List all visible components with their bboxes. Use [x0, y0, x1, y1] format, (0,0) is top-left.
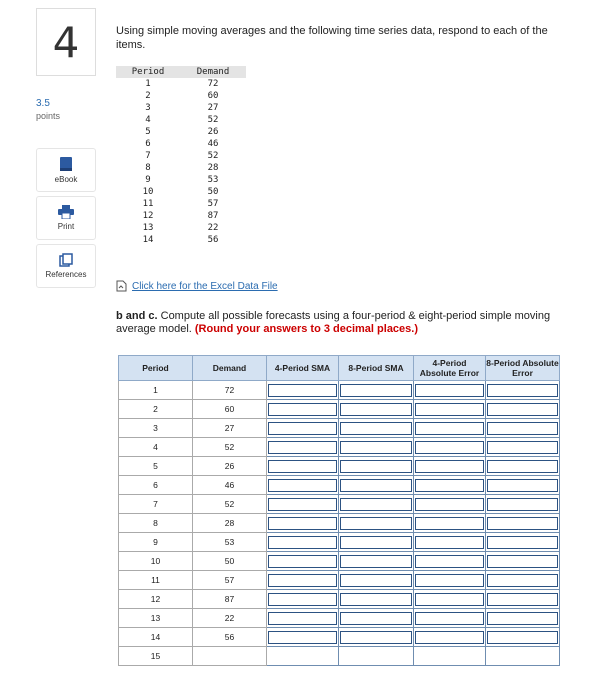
points-value: 3.5 — [36, 98, 50, 109]
period-cell: 2 — [119, 400, 193, 419]
demand-cell: 53 — [193, 533, 267, 552]
table-row — [119, 495, 560, 514]
demand-cell: 53 — [207, 175, 219, 185]
abs-error4-input[interactable] — [415, 631, 484, 644]
abs-error8-input[interactable] — [487, 612, 558, 625]
sma4-cell — [267, 647, 339, 666]
abs-error8-cell — [486, 381, 560, 400]
demand-cell: 52 — [193, 495, 267, 514]
sma8-cell — [339, 438, 414, 457]
demand-cell: 46 — [207, 139, 219, 149]
demand-cell: 26 — [193, 457, 267, 476]
sma4-input[interactable] — [268, 441, 337, 454]
abs-error4-cell — [414, 609, 486, 628]
rounding-note: (Round your answers to 3 decimal places.) — [194, 323, 419, 335]
demand-cell: 52 — [207, 115, 219, 125]
period-cell: 9 — [145, 175, 151, 185]
demand-cell: 22 — [207, 223, 219, 233]
abs-error4-input[interactable] — [415, 612, 484, 625]
sma4-cell — [267, 419, 339, 438]
abs-error8-cell — [486, 533, 560, 552]
column-header-8-period-abs-error: 8-Period Absolute Error — [486, 356, 560, 381]
abs-error8-input[interactable] — [487, 517, 558, 530]
instructions — [116, 310, 566, 336]
excel-data-file-link[interactable]: Click here for the Excel Data File — [132, 280, 278, 292]
column-header-4-period-abs-error: 4-Period Absolute Error — [414, 356, 486, 381]
period-cell: 9 — [119, 533, 193, 552]
period-cell: 2 — [145, 91, 151, 101]
sma8-cell — [339, 628, 414, 647]
abs-error8-cell — [486, 438, 560, 457]
period-cell: 7 — [145, 151, 151, 161]
demand-cell: 87 — [193, 590, 267, 609]
sma4-cell — [267, 476, 339, 495]
sma8-cell — [339, 590, 414, 609]
sma4-input[interactable] — [268, 612, 337, 625]
table-row — [119, 571, 560, 590]
sma8-input[interactable] — [340, 536, 412, 549]
sma8-input[interactable] — [340, 479, 412, 492]
period-cell: 8 — [119, 514, 193, 533]
sma8-cell — [339, 571, 414, 590]
sma8-cell — [339, 400, 414, 419]
demand-cell: 56 — [207, 235, 219, 245]
sma4-cell — [267, 552, 339, 571]
abs-error4-cell — [414, 533, 486, 552]
period-cell: 12 — [119, 590, 193, 609]
table-row — [116, 126, 246, 138]
sma8-input[interactable] — [340, 441, 412, 454]
sma4-input[interactable] — [268, 574, 337, 587]
period-cell: 3 — [145, 103, 151, 113]
demand-cell: 28 — [207, 163, 219, 173]
demand-cell: 52 — [193, 438, 267, 457]
column-header: Period — [116, 66, 180, 78]
instructions-prefix: b and c. — [116, 310, 158, 322]
period-cell: 13 — [119, 609, 193, 628]
period-cell: 1 — [145, 79, 151, 89]
sma4-input[interactable] — [268, 555, 337, 568]
sma8-input[interactable] — [340, 460, 412, 473]
table-row — [119, 457, 560, 476]
abs-error4-input[interactable] — [415, 479, 484, 492]
abs-error8-input[interactable] — [487, 631, 558, 644]
table-row — [116, 162, 246, 174]
abs-error4-cell — [414, 552, 486, 571]
abs-error4-cell — [414, 628, 486, 647]
column-header-8-period-sma: 8-Period SMA — [339, 356, 414, 381]
table-row — [116, 198, 246, 210]
sma8-input[interactable] — [340, 574, 412, 587]
abs-error4-input[interactable] — [415, 574, 484, 587]
abs-error8-cell — [486, 590, 560, 609]
table-row — [116, 138, 246, 150]
sma8-input[interactable] — [340, 422, 412, 435]
references-icon — [59, 253, 73, 267]
abs-error4-cell — [414, 476, 486, 495]
abs-error8-cell — [486, 495, 560, 514]
print-label: Print — [57, 222, 75, 231]
table-row — [116, 114, 246, 126]
period-cell: 15 — [119, 647, 193, 666]
demand-cell: 27 — [193, 419, 267, 438]
table-row — [119, 381, 560, 400]
table-row — [116, 174, 246, 186]
period-cell: 12 — [142, 211, 154, 221]
demand-cell: 27 — [207, 103, 219, 113]
abs-error4-input[interactable] — [415, 517, 484, 530]
print-icon — [58, 205, 74, 219]
sma8-cell — [339, 514, 414, 533]
demand-cell: 87 — [207, 211, 219, 221]
abs-error8-input[interactable] — [487, 422, 558, 435]
table-row — [116, 210, 246, 222]
references-button[interactable] — [36, 244, 96, 288]
sma4-cell — [267, 438, 339, 457]
abs-error4-input[interactable] — [415, 498, 484, 511]
table-row — [119, 609, 560, 628]
time-series-table — [116, 66, 246, 246]
period-cell: 4 — [145, 115, 151, 125]
sma4-input[interactable] — [268, 460, 337, 473]
demand-cell: 26 — [207, 127, 219, 137]
table-row — [119, 628, 560, 647]
demand-cell: 60 — [207, 91, 219, 101]
demand-cell: 50 — [193, 552, 267, 571]
abs-error8-input[interactable] — [487, 384, 558, 397]
demand-cell: 72 — [207, 79, 219, 89]
points-label: points — [36, 111, 61, 121]
sma8-input[interactable] — [340, 593, 412, 606]
column-header-demand: Demand — [193, 356, 267, 381]
sma8-cell — [339, 419, 414, 438]
sma4-input[interactable] — [268, 517, 337, 530]
demand-cell: 28 — [193, 514, 267, 533]
table-row — [119, 476, 560, 495]
demand-cell: 60 — [193, 400, 267, 419]
sma8-cell — [339, 457, 414, 476]
sma4-input[interactable] — [268, 593, 337, 606]
demand-cell: 52 — [207, 151, 219, 161]
sma4-cell — [267, 533, 339, 552]
abs-error4-input[interactable] — [415, 593, 484, 606]
sma8-input[interactable] — [340, 403, 412, 416]
sma4-input[interactable] — [268, 422, 337, 435]
demand-cell — [193, 647, 267, 666]
sma4-cell — [267, 381, 339, 400]
table-row — [116, 150, 246, 162]
sma8-input[interactable] — [340, 384, 412, 397]
period-cell: 13 — [142, 223, 154, 233]
table-row — [119, 438, 560, 457]
abs-error8-cell — [486, 571, 560, 590]
instructions-body: Compute all possible forecasts using a four-period & eight-period simple moving average model. — [116, 310, 551, 335]
column-header-4-period-sma: 4-Period SMA — [267, 356, 339, 381]
ebook-button[interactable] — [36, 148, 96, 192]
question-prompt: Using simple moving averages and the following time series data, respond to each of the items. — [116, 25, 548, 51]
sma4-cell — [267, 457, 339, 476]
abs-error8-input[interactable] — [487, 555, 558, 568]
abs-error8-cell — [486, 476, 560, 495]
sma4-cell — [267, 571, 339, 590]
sma4-input[interactable] — [268, 498, 337, 511]
references-label: References — [45, 270, 87, 279]
excel-file-link-row — [116, 280, 278, 292]
abs-error4-input[interactable] — [415, 441, 484, 454]
demand-cell: 72 — [193, 381, 267, 400]
sma4-input[interactable] — [268, 631, 337, 644]
sma4-cell — [267, 400, 339, 419]
table-row — [116, 78, 246, 90]
demand-cell: 22 — [193, 609, 267, 628]
abs-error8-input[interactable] — [487, 574, 558, 587]
table-row — [119, 514, 560, 533]
excel-file-icon — [116, 280, 127, 292]
sma8-cell — [339, 609, 414, 628]
abs-error4-input[interactable] — [415, 555, 484, 568]
ebook-label: eBook — [54, 175, 78, 184]
abs-error4-input[interactable] — [415, 403, 484, 416]
table-row — [116, 234, 246, 246]
abs-error8-input[interactable] — [487, 498, 558, 511]
abs-error8-input[interactable] — [487, 403, 558, 416]
abs-error4-cell — [414, 457, 486, 476]
points-indicator — [36, 98, 60, 122]
demand-cell: 56 — [193, 628, 267, 647]
period-cell: 11 — [142, 199, 154, 209]
table-row — [119, 533, 560, 552]
sma8-cell — [339, 533, 414, 552]
sma4-input[interactable] — [268, 384, 337, 397]
abs-error8-cell — [486, 552, 560, 571]
sma4-input[interactable] — [268, 403, 337, 416]
abs-error8-input[interactable] — [487, 536, 558, 549]
period-cell: 14 — [142, 235, 154, 245]
table-row — [119, 400, 560, 419]
abs-error4-cell — [414, 647, 486, 666]
sma8-input[interactable] — [340, 517, 412, 530]
table-row — [119, 552, 560, 571]
abs-error4-cell — [414, 590, 486, 609]
abs-error8-cell — [486, 647, 560, 666]
abs-error8-cell — [486, 628, 560, 647]
abs-error8-cell — [486, 609, 560, 628]
answer-table — [118, 355, 560, 666]
abs-error4-cell — [414, 419, 486, 438]
demand-cell: 50 — [207, 187, 219, 197]
sma8-input[interactable] — [340, 498, 412, 511]
abs-error4-input[interactable] — [415, 422, 484, 435]
sma8-cell — [339, 647, 414, 666]
sma8-input[interactable] — [340, 555, 412, 568]
demand-cell: 57 — [193, 571, 267, 590]
period-cell: 7 — [119, 495, 193, 514]
table-row — [119, 419, 560, 438]
sma8-cell — [339, 552, 414, 571]
sma4-input[interactable] — [268, 479, 337, 492]
column-header-period: Period — [119, 356, 193, 381]
sma8-cell — [339, 381, 414, 400]
abs-error8-input[interactable] — [487, 441, 558, 454]
sma4-cell — [267, 514, 339, 533]
period-cell: 11 — [119, 571, 193, 590]
abs-error8-input[interactable] — [487, 460, 558, 473]
abs-error4-input[interactable] — [415, 460, 484, 473]
ebook-icon — [59, 156, 73, 172]
sma4-cell — [267, 628, 339, 647]
period-cell: 5 — [119, 457, 193, 476]
abs-error8-input[interactable] — [487, 479, 558, 492]
print-button[interactable] — [36, 196, 96, 240]
sma4-cell — [267, 590, 339, 609]
abs-error8-input[interactable] — [487, 593, 558, 606]
demand-cell: 57 — [207, 199, 219, 209]
demand-cell: 46 — [193, 476, 267, 495]
abs-error4-input[interactable] — [415, 384, 484, 397]
period-cell: 6 — [145, 139, 151, 149]
sma4-cell — [267, 609, 339, 628]
sma4-cell — [267, 495, 339, 514]
abs-error4-cell — [414, 381, 486, 400]
abs-error4-cell — [414, 495, 486, 514]
sma8-input[interactable] — [340, 631, 412, 644]
abs-error4-input[interactable] — [415, 536, 484, 549]
period-cell: 10 — [119, 552, 193, 571]
period-cell: 10 — [142, 187, 154, 197]
column-header: Demand — [180, 66, 246, 78]
sma8-cell — [339, 495, 414, 514]
table-row — [116, 222, 246, 234]
table-row — [116, 102, 246, 114]
period-cell: 14 — [119, 628, 193, 647]
sma4-input[interactable] — [268, 536, 337, 549]
abs-error4-cell — [414, 514, 486, 533]
abs-error8-cell — [486, 457, 560, 476]
period-cell: 6 — [119, 476, 193, 495]
table-row — [116, 90, 246, 102]
period-cell: 3 — [119, 419, 193, 438]
sma8-input[interactable] — [340, 612, 412, 625]
question-number: 4 — [36, 8, 96, 76]
table-row — [119, 647, 560, 666]
period-cell: 4 — [119, 438, 193, 457]
abs-error8-cell — [486, 400, 560, 419]
table-row — [116, 186, 246, 198]
abs-error4-cell — [414, 438, 486, 457]
sma8-cell — [339, 476, 414, 495]
abs-error4-cell — [414, 571, 486, 590]
abs-error4-cell — [414, 400, 486, 419]
abs-error8-cell — [486, 419, 560, 438]
period-cell: 5 — [145, 127, 151, 137]
abs-error8-cell — [486, 514, 560, 533]
table-row — [119, 590, 560, 609]
period-cell: 8 — [145, 163, 151, 173]
period-cell: 1 — [119, 381, 193, 400]
